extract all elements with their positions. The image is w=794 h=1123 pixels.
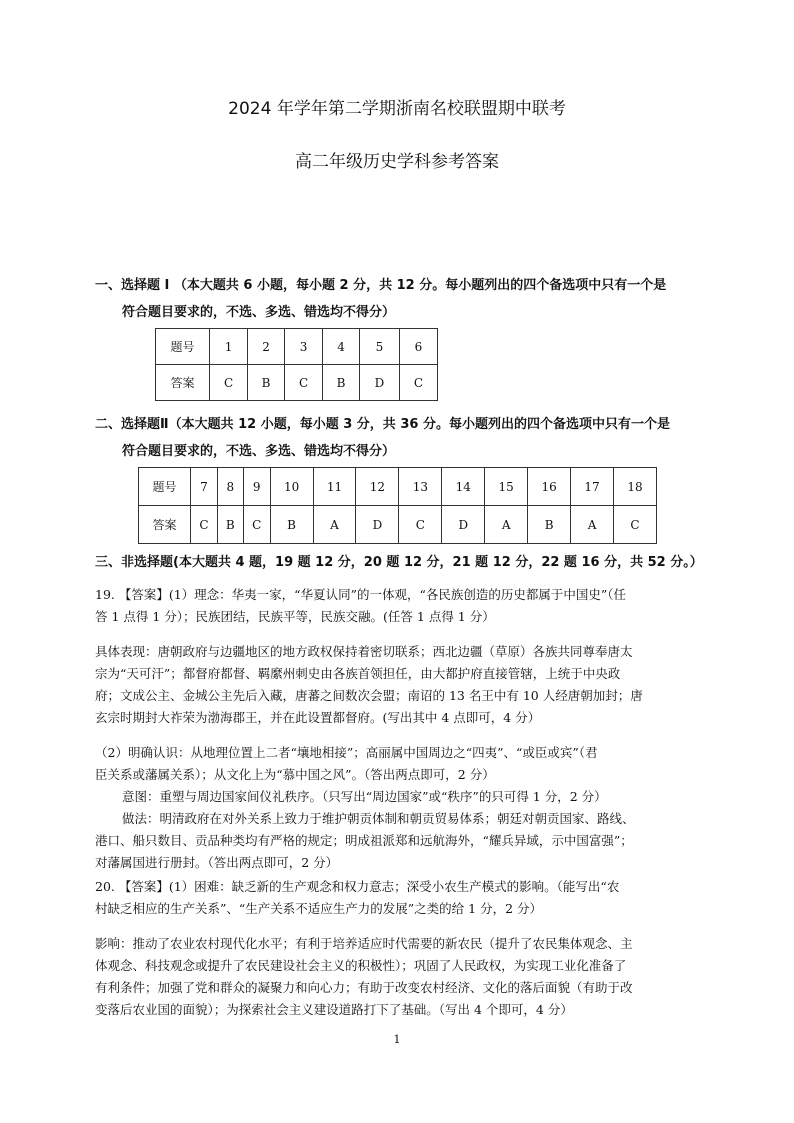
- answer-line: （2）明确认识：从地理位置上二者“壤地相接”；高丽属中国周边之“四夷”、“或臣或宾”（君: [95, 745, 598, 760]
- answer-cell: B: [270, 506, 313, 544]
- question-number: 11: [313, 468, 356, 506]
- question-number: 1: [210, 329, 248, 365]
- page-number: 1: [393, 1033, 401, 1046]
- question-number: 13: [399, 468, 442, 506]
- question-number: 10: [270, 468, 313, 506]
- answer-cell: B: [323, 365, 360, 401]
- row-label-answer: 答案: [156, 365, 210, 401]
- answer-line: 臣关系或藩属关系）；从文化上为“慕中国之风”。（答出两点即可，2 分）: [95, 767, 495, 782]
- answer-line: 港口、船只数目、贡品种类均有严格的规定；明成祖派郑和远航海外，“耀兵异域，示中国富强”；: [95, 833, 633, 848]
- answer-table-2: [138, 467, 657, 544]
- answer-line: 影响：推动了农业农村现代化水平；有利于培养适应时代需要的新农民（提升了农民集体观念、主: [95, 936, 633, 951]
- question-number: 15: [485, 468, 528, 506]
- table-row: [156, 329, 438, 365]
- section2-heading-cont: 符合题目要求的，不选、多选、错选均不得分）: [122, 444, 396, 459]
- answer-cell: C: [399, 365, 437, 401]
- table-row: [139, 468, 657, 506]
- page-title: 2024 年学年第二学期浙南名校联盟期中联考: [228, 99, 566, 119]
- answer-cell: C: [614, 506, 657, 544]
- question-number: 7: [191, 468, 218, 506]
- answer-cell: C: [243, 506, 270, 544]
- answer-line: 意图：重塑与周边国家间仪礼秩序。（只写出“周边国家”或“秩序”的只可得 1 分，2 分）: [122, 789, 607, 804]
- answer-cell: A: [485, 506, 528, 544]
- table-row: [139, 506, 657, 544]
- question-number: 9: [243, 468, 270, 506]
- question-number: 16: [528, 468, 571, 506]
- answer-line: 对藩属国进行册封。（答出两点即可，2 分）: [95, 855, 339, 870]
- section1-heading: 一、选择题 Ⅰ （本大题共 6 小题，每小题 2 分，共 12 分。每小题列出的四个备选项中只有一个是: [95, 278, 667, 293]
- answer-cell: C: [399, 506, 442, 544]
- answer-line: 答 1 点得 1 分）；民族团结，民族平等，民族交融。(任答 1 点得 1 分）: [95, 609, 495, 624]
- page-subtitle: 高二年级历史学科参考答案: [295, 152, 499, 172]
- table-row: [156, 365, 438, 401]
- section1-heading-cont: 符合题目要求的，不选、多选、错选均不得分）: [122, 305, 396, 320]
- row-label-number: 题号: [139, 468, 191, 506]
- answer-line: 玄宗时期封大祚荣为渤海郡王，并在此设置都督府。(写出其中 4 点即可，4 分）: [95, 710, 541, 725]
- answer-cell: D: [356, 506, 399, 544]
- question-number: 3: [285, 329, 323, 365]
- question-number: 17: [571, 468, 614, 506]
- answer-line: 变落后农业国的面貌）；为探索社会主义建设道路打下了基础。（写出 4 个即可，4 分）: [95, 1002, 573, 1017]
- answer-cell: C: [285, 365, 323, 401]
- answer-line: 做法：明清政府在对外关系上致力于维护朝贡体制和朝贡贸易体系；朝廷对朝贡国家、路线、: [122, 811, 635, 826]
- answer-line: 19. 【答案】(1）理念：华夷一家，“华夏认同”的一体观，“各民族创造的历史都属于中国史”（任: [95, 587, 626, 602]
- answer-line: 村缺乏相应的生产关系”、“生产关系不适应生产力的发展”之类的给 1 分，2 分）: [95, 901, 542, 916]
- question-number: 12: [356, 468, 399, 506]
- question-number: 6: [399, 329, 437, 365]
- answer-cell: B: [528, 506, 571, 544]
- answer-table-1: [155, 328, 438, 401]
- row-label-answer: 答案: [139, 506, 191, 544]
- answer-line: 府；文成公主、金城公主先后入藏，唐蕃之间数次会盟；南诏的 13 名王中有 10 人经唐朝加封；唐: [95, 688, 643, 703]
- row-label-number: 题号: [156, 329, 210, 365]
- question-number: 5: [360, 329, 400, 365]
- question-number: 14: [442, 468, 485, 506]
- answer-cell: C: [191, 506, 218, 544]
- answer-line: 有利条件；加强了党和群众的凝聚力和向心力；有助于改变农村经济、文化的落后面貌（有助于改: [95, 980, 633, 995]
- answer-cell: C: [210, 365, 248, 401]
- answer-cell: D: [442, 506, 485, 544]
- answer-line: 20. 【答案】(1）困难：缺乏新的生产观念和权力意志；深受小农生产模式的影响。（能写出“农: [95, 879, 620, 894]
- question-number: 2: [248, 329, 285, 365]
- answer-cell: A: [313, 506, 356, 544]
- answer-cell: A: [571, 506, 614, 544]
- answer-cell: D: [360, 365, 400, 401]
- section3-heading: 三、非选择题(本大题共 4 题，19 题 12 分，20 题 12 分，21 题 12 分，22 题 16 分，共 52 分。）: [95, 555, 703, 570]
- answer-cell: B: [248, 365, 285, 401]
- answer-cell: B: [217, 506, 243, 544]
- question-number: 4: [323, 329, 360, 365]
- answer-line: 宗为“天可汗”；都督府都督、羁縻州刺史由各族首领担任，由大都护府直接管辖，上统于中央政: [95, 666, 621, 681]
- question-number: 18: [614, 468, 657, 506]
- answer-line: 具体表现：唐朝政府与边疆地区的地方政权保持着密切联系；西北边疆（草原）各族共同尊奉唐太: [95, 644, 633, 659]
- section2-heading: 二、选择题Ⅱ（本大题共 12 小题，每小题 3 分，共 36 分。每小题列出的四个备选项中只有一个是: [95, 417, 670, 432]
- question-number: 8: [217, 468, 243, 506]
- answer-line: 体观念、科技观念或提升了农民建设社会主义的积极性）；巩固了人民政权，为实现工业化准备了: [95, 958, 627, 973]
